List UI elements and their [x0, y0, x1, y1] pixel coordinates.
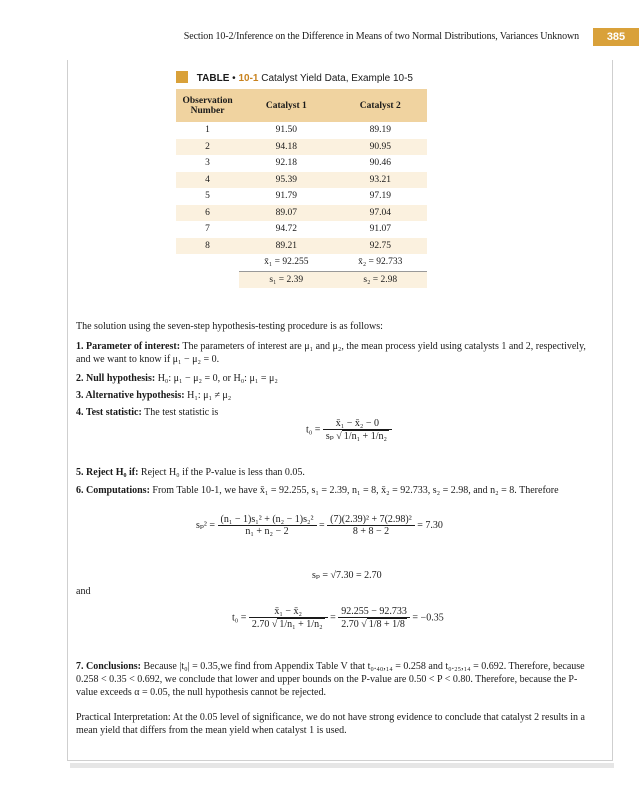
- table-row: [176, 122, 427, 139]
- t0b-mid-den-root: 1/8 + 1/8: [368, 619, 405, 630]
- caption-title: Catalyst Yield Data, Example 10-5: [261, 73, 413, 84]
- table-row-sd: [176, 271, 427, 288]
- t0-lhs: t₀ =: [306, 424, 321, 436]
- table-row: [176, 172, 427, 189]
- cell: 90.95: [334, 139, 428, 156]
- running-head: Section 10-2/Inference on the Difference in Means of two Normal Distributions, Variances Unknown: [183, 31, 579, 42]
- cell: 89.07: [239, 205, 333, 222]
- pooled-sd-equation: sₚ = √7.30 = 2.70: [312, 570, 382, 581]
- sd1: s₁ = 2.39: [239, 271, 333, 288]
- t0-numerator: x̄₁ − x̄₂ − 0: [323, 418, 392, 430]
- pooled-variance-equation: sₚ² = $\frac{\text{(n₁ − 1)s₁² + (n₂ − 1)s₂²}}{\text{n₁ + n₂ − 2}}$ = $\frac{\text{(7)(2.39)² + 7(2.98)²}}{8 + 8 - 2}$ = 7.30: [196, 514, 443, 537]
- column-header: Catalyst 1: [239, 89, 333, 122]
- caption-square-icon: [176, 71, 188, 83]
- caption-number: 10-1: [238, 73, 259, 84]
- cell: 90.46: [369, 158, 391, 169]
- practical-interpretation: Practical Interpretation: At the 0.05 level of significance, we do not have strong evidence to conclude that catalyst 2 results in a mean yield that differs from the mean yield when catalyst 1 is used.: [76, 712, 585, 736]
- cell: 4: [176, 172, 239, 189]
- cell: 97.19: [369, 191, 391, 202]
- sp2-mid-denominator: 8 + 8 − 2: [352, 526, 390, 537]
- step-2-text: H₀: μ₁ − μ₂ = 0, or H₀: μ₁ = μ₂: [157, 373, 278, 384]
- cell: 6: [176, 205, 239, 222]
- table-row: [176, 188, 427, 205]
- mean1: x̄₁ = 92.255: [264, 257, 309, 268]
- and-word: and: [76, 586, 91, 597]
- page-number: 385: [593, 28, 639, 46]
- t0b-den-root: 1/n₁ + 1/n₂: [279, 619, 323, 630]
- t0-computed-equation: t₀ = $\frac{\text{x̄₁ − x̄₂}}{\text{2.70 √ 1/n₁ + 1/n₂}}$ = $\frac{92.255 - 92.733}{2.70 √ 1/8 + 1/8}$ = −0.35: [232, 606, 444, 630]
- cell: 3: [205, 158, 210, 169]
- t0b-mid-den-coef: 2.70: [341, 619, 359, 630]
- mean2: x̄₂ = 92.733: [358, 257, 403, 268]
- sd2: s₂ = 2.98: [334, 271, 428, 288]
- step-6: [76, 484, 596, 497]
- caption-label: TABLE: [196, 73, 230, 84]
- cell: 93.21: [334, 172, 428, 189]
- cell: 2: [176, 139, 239, 156]
- page-shadow: [70, 763, 614, 768]
- step-3-label: 3. Alternative hypothesis:: [76, 390, 185, 401]
- step-4-text: The test statistic is: [144, 407, 219, 418]
- t0-den-root: 1/n₁ + 1/n₂: [343, 431, 387, 442]
- table-row: [176, 221, 427, 238]
- step-6-text: From Table 10-1, we have x̄₁ = 92.255, s₁ = 2.39, n₁ = 8, x̄₂ = 92.733, s₂ = 2.98, and n₂ = 8. Therefore: [152, 485, 559, 496]
- cell: 97.04: [334, 205, 428, 222]
- column-header: Catalyst 2: [334, 89, 428, 122]
- cell: 8: [176, 238, 239, 255]
- step-4-label: 4. Test statistic:: [76, 407, 142, 418]
- cell: 7: [205, 224, 210, 235]
- t0-den-sp: sₚ: [325, 431, 334, 442]
- table-row: [176, 238, 427, 255]
- step-3-text: H₁: μ₁ ≠ μ₂: [187, 390, 232, 401]
- cell: 94.72: [275, 224, 297, 235]
- step-2-label: 2. Null hypothesis:: [76, 373, 156, 384]
- cell: 92.18: [275, 158, 297, 169]
- cell: 91.07: [369, 224, 391, 235]
- t0b-numerator: x̄₁ − x̄₂: [249, 606, 328, 618]
- page-header: [0, 28, 639, 46]
- step-7: [76, 660, 596, 699]
- cell: 1: [205, 125, 210, 136]
- step-1-label: 1. Parameter of interest:: [76, 341, 181, 352]
- table-caption: [176, 71, 413, 84]
- step-7-label: 7. Conclusions:: [76, 661, 142, 672]
- table-row: [176, 155, 427, 172]
- t0b-den-coef: 2.70: [251, 619, 270, 630]
- step-5-label: 5. Reject H₀ if:: [76, 467, 139, 478]
- cell: 89.21: [239, 238, 333, 255]
- cell: 95.39: [239, 172, 333, 189]
- t0b-result: = −0.35: [412, 612, 444, 624]
- t0b-lhs: t₀ =: [232, 612, 247, 624]
- sp2-result: = 7.30: [417, 519, 443, 531]
- sp2-mid-numerator: (7)(2.39)² + 7(2.98)²: [327, 514, 415, 526]
- cell: 5: [205, 191, 210, 202]
- intro-paragraph: The solution using the seven-step hypothesis-testing procedure is as follows:: [76, 321, 383, 332]
- cell: 92.75: [334, 238, 428, 255]
- step-6-label: 6. Computations:: [76, 485, 150, 496]
- catalyst-yield-table: [176, 89, 427, 288]
- test-statistic-equation: t₀ = $\frac{\text{x̄₁ − x̄₂ − 0}}{\text{sₚ √ 1/n₁ + 1/n₂}}$: [306, 418, 392, 442]
- sp2-numerator: (n₁ − 1)s₁² + (n₂ − 1)s₂²: [218, 514, 317, 526]
- step-1: [76, 340, 596, 366]
- t0b-mid-numerator: 92.255 − 92.733: [338, 606, 410, 618]
- column-header: Observation Number: [176, 89, 239, 122]
- step-1-text: The parameters of interest are μ₁ and μ₂, the mean process yield using catalysts 1 and 2, respectively, and we want to know if μ₁ − μ₂ = 0.: [76, 341, 586, 365]
- step-2: [76, 372, 596, 385]
- cell: 94.18: [239, 139, 333, 156]
- step-5-text: Reject H₀ if the P-value is less than 0.05.: [140, 467, 305, 478]
- sp2-lhs: sₚ² =: [196, 519, 216, 531]
- table-row: [176, 139, 427, 156]
- table-row: [176, 205, 427, 222]
- cell: 89.19: [369, 125, 391, 136]
- caption-bullet: •: [232, 73, 236, 84]
- step-5: [76, 466, 596, 479]
- step-3: [76, 389, 596, 402]
- cell: 91.79: [275, 191, 297, 202]
- step-7-text: Because |t₀| = 0.35,we find from Appendix Table V that t₀.₄₀,₁₄ = 0.258 and t₀.₂₅,₁₄ = 0.692. Therefore, because 0.258 < 0.35 < 0.692, we conclude that lower and upper bounds on the P-value are 0.50 < P < 0.80. Therefore, because the P-value exceeds α = 0.05, the null hypothesis cannot be rejected.: [76, 661, 585, 698]
- table-row-mean: [176, 254, 427, 271]
- cell: 91.50: [275, 125, 297, 136]
- sp2-denominator: n₁ + n₂ − 2: [245, 526, 289, 537]
